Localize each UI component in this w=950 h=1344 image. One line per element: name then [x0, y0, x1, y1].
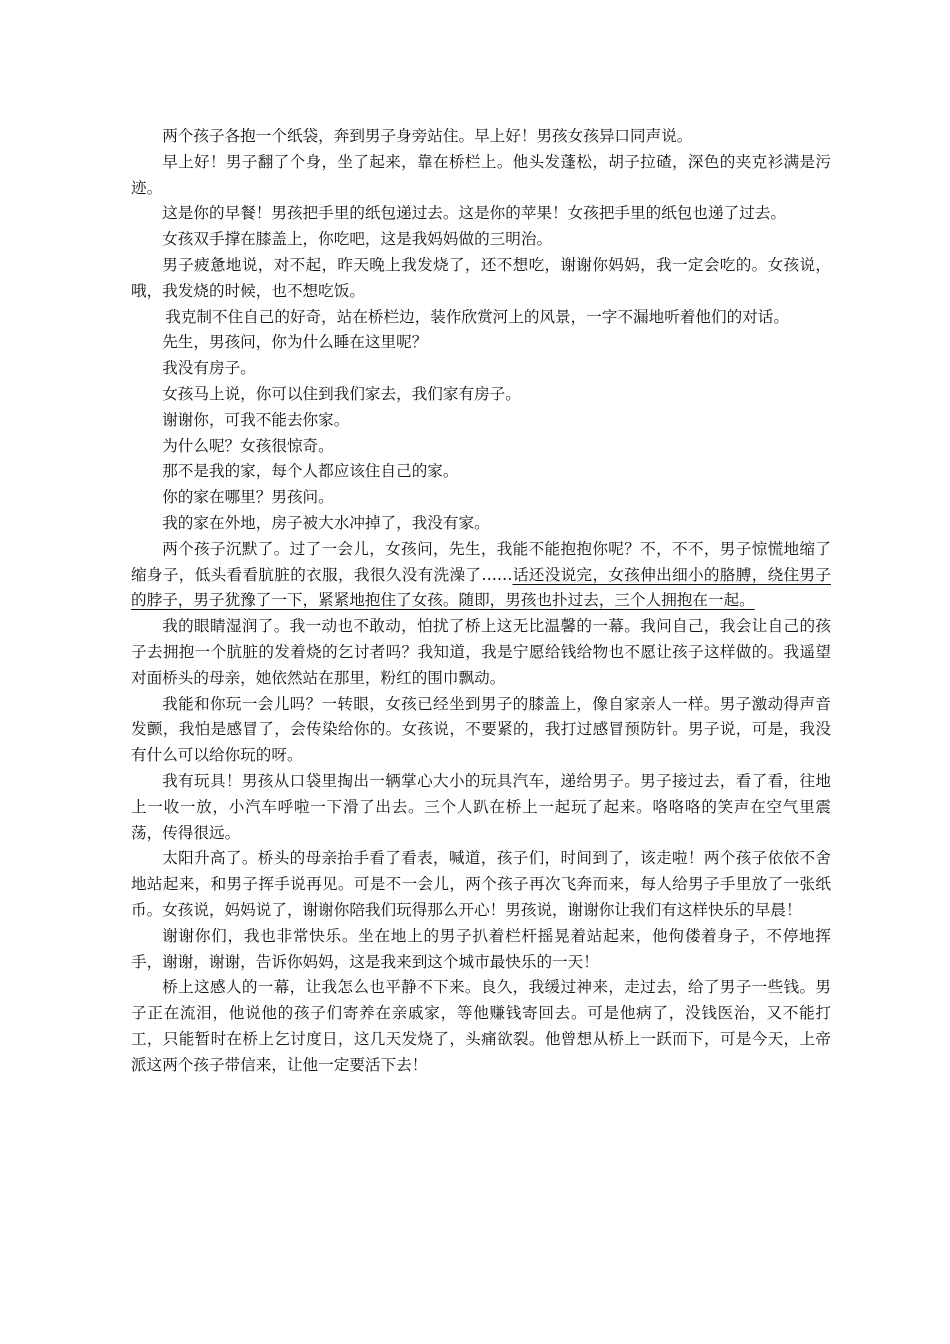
paragraph-20: 谢谢你们，我也非常快乐。坐在地上的男子扒着栏杆摇晃着站起来，他佝偻着身子，不停地挥手，谢谢，谢谢，告诉你妈妈，这是我来到这个城市最快乐的一天！: [131, 926, 831, 971]
paragraph-1: 两个孩子各抱一个纸袋，奔到男子身旁站住。早上好！男孩女孩异口同声说。: [162, 127, 693, 145]
paragraph-18: 我有玩具！男孩从口袋里掏出一辆掌心大小的玩具汽车，递给男子。男子接过去，看了看，往地上一收一放，小汽车呼啦一下滑了出去。三个人趴在桥上一起玩了起来。咯咯咯的笑声在空气里震荡，传得很远。: [131, 771, 831, 842]
paragraph-15-text: 两个孩子沉默了。过了一会儿，女孩问，先生，我能不能抱抱你呢？不，不不，男子惊慌地缩了缩身子，低头看看肮脏的衣服，我很久没有洗澡了……: [131, 539, 831, 584]
paragraph-15: [131, 537, 831, 614]
paragraph-3: 这是你的早餐！男孩把手里的纸包递过去。这是你的苹果！女孩把手里的纸包也递了过去。: [162, 204, 786, 223]
paragraph-4: 女孩双手撑在膝盖上，你吃吧，这是我妈妈做的三明治。: [162, 230, 553, 249]
paragraph-5: 男子疲惫地说，对不起，昨天晚上我发烧了，还不想吃，谢谢你妈妈，我一定会吃的。女孩说，哦，我发烧的时候，也不想吃饭。: [131, 255, 831, 300]
paragraph-6: 我克制不住自己的好奇，站在桥栏边，装作欣赏河上的风景，一字不漏地听着他们的对话。: [165, 307, 789, 326]
paragraph-12: 那不是我的家，每个人都应该住自己的家。: [162, 462, 459, 481]
underlined-passage: 话还没说完，女孩伸出细小的胳膊，绕住男子的脖子，男子犹豫了一下，紧紧地抱住了女孩。随即，男孩也扑过去，三个人拥抱在一起。: [131, 565, 831, 610]
paragraph-13: 你的家在哪里？男孩问。: [162, 488, 334, 507]
paragraph-2: 早上好！男子翻了个身，坐了起来，靠在桥栏上。他头发蓬松，胡子拉碴，深色的夹克衫满是污迹。: [131, 152, 831, 197]
paragraph-8: 我没有房子。: [162, 359, 256, 378]
paragraph-7: 先生，男孩问，你为什么睡在这里呢？: [162, 333, 428, 352]
paragraph-9: 女孩马上说，你可以住到我们家去，我们家有房子。: [162, 384, 521, 403]
paragraph-11: 为什么呢？女孩很惊奇。: [162, 436, 334, 455]
paragraph-19: 太阳升高了。桥头的母亲抬手看了看表，喊道，孩子们，时间到了，该走啦！两个孩子依依不舍地站起来，和男子挥手说再见。可是不一会儿，两个孩子再次飞奔而来，每人给男子手里放了一张纸币。女孩说，妈妈说了，谢谢你陪我们玩得那么开心！男孩说，谢谢你让我们有这样快乐的早晨！: [131, 849, 831, 919]
paragraph-14: 我的家在外地，房子被大水冲掉了，我没有家。: [162, 513, 490, 532]
paragraph-21: 桥上这感人的一幕，让我怎么也平静不下来。良久，我缓过神来，走过去，给了男子一些钱。男子正在流泪，他说他的孩子们寄养在亲戚家，等他赚钱寄回去。可是他病了，没钱医治，又不能打工，只能暂时在桥上乞讨度日，这几天发烧了，头痛欲裂。他曾想从桥上一跃而下，可是今天，上帝派这两个孩子带信来，让他一定要活下去！: [131, 978, 831, 1074]
paragraph-16: 我的眼睛湿润了。我一动也不敢动，怕扰了桥上这无比温馨的一幕。我问自己，我会让自己的孩子去拥抱一个肮脏的发着烧的乞讨者吗？我知道，我是宁愿给钱给物也不愿让孩子这样做的。我遥望对面桥头的母亲，她依然站在那里，粉红的围巾飘动。: [131, 617, 831, 687]
paragraph-10: 谢谢你，可我不能去你家。: [162, 410, 350, 429]
paragraph-17: 我能和你玩一会儿吗？一转眼，女孩已经坐到男子的膝盖上，像自家亲人一样。男子激动得声音发颤，我怕是感冒了，会传染给你的。女孩说，不要紧的，我打过感冒预防针。男子说，可是，我没有什么可以给你玩的呀。: [131, 694, 831, 765]
story-text: [131, 124, 831, 1078]
